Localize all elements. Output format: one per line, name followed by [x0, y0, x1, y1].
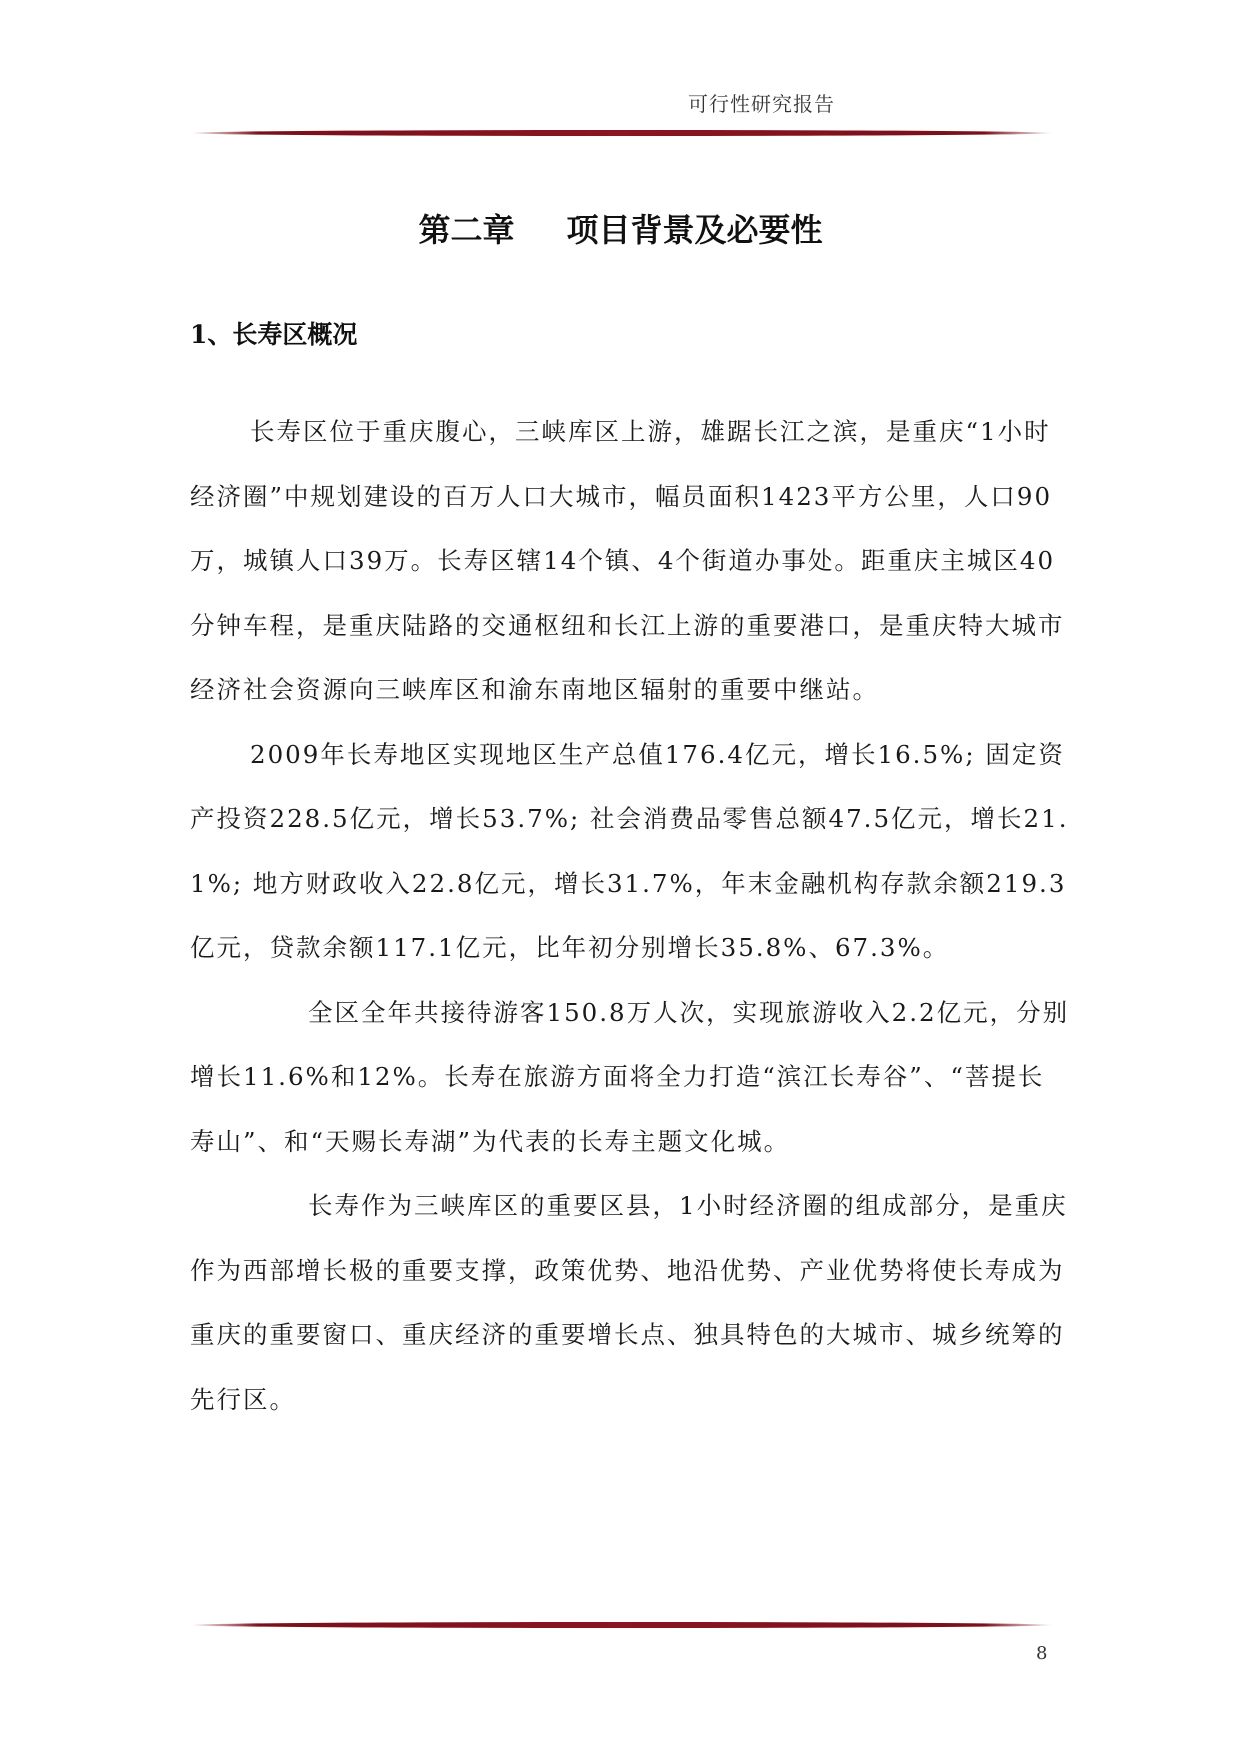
body-text	[190, 400, 1070, 1432]
chapter-name: 项目背景及必要性	[566, 211, 823, 249]
paragraph-overview: 长寿区位于重庆腹心，三峡库区上游，雄踞长江之滨，是重庆“1小时经济圈”中规划建设的百万人口大城市，幅员面积1423平方公里，人口90万，城镇人口39万。长寿区辖14个镇、4个街道办事处。距重庆主城区40分钟车程，是重庆陆路的交通枢纽和长江上游的重要港口，是重庆特大城市经济社会资源向三峡库区和渝东南地区辐射的重要中继站。	[190, 417, 1065, 704]
footer-rule	[190, 1622, 1053, 1628]
paragraph-economy: 2009年长寿地区实现地区生产总值176.4亿元，增长16.5%; 固定资产投资228.5亿元，增长53.7%; 社会消费品零售总额47.5亿元，增长21.1%; 地方财政收入22.8亿元，增长31.7%，年末金融机构存款余额219.3亿元，贷款余额117.1亿元，比年初分别增长35.8%、67.3%。	[190, 739, 1069, 962]
chapter-title	[0, 205, 1241, 251]
page-number: 8	[1036, 1643, 1048, 1664]
section-heading: 1、长寿区概况	[190, 320, 358, 349]
running-header: 可行性研究报告	[688, 92, 835, 116]
paragraph-tourism: 全区全年共接待游客150.8万人次，实现旅游收入2.2亿元，分别增长11.6%和12%。长寿在旅游方面将全力打造“滨江长寿谷”、“菩提长寿山”、和“天赐长寿湖”为代表的长寿主题文化城。	[190, 997, 1070, 1156]
chapter-number: 第二章	[418, 211, 515, 249]
paragraph-strategy: 长寿作为三峡库区的重要区县，1小时经济圈的组成部分，是重庆作为西部增长极的重要支撑，政策优势、地沿优势、产业优势将使长寿成为重庆的重要窗口、重庆经济的重要增长点、独具特色的大城市、城乡统筹的先行区。	[190, 1191, 1068, 1414]
header-rule	[190, 130, 1053, 136]
